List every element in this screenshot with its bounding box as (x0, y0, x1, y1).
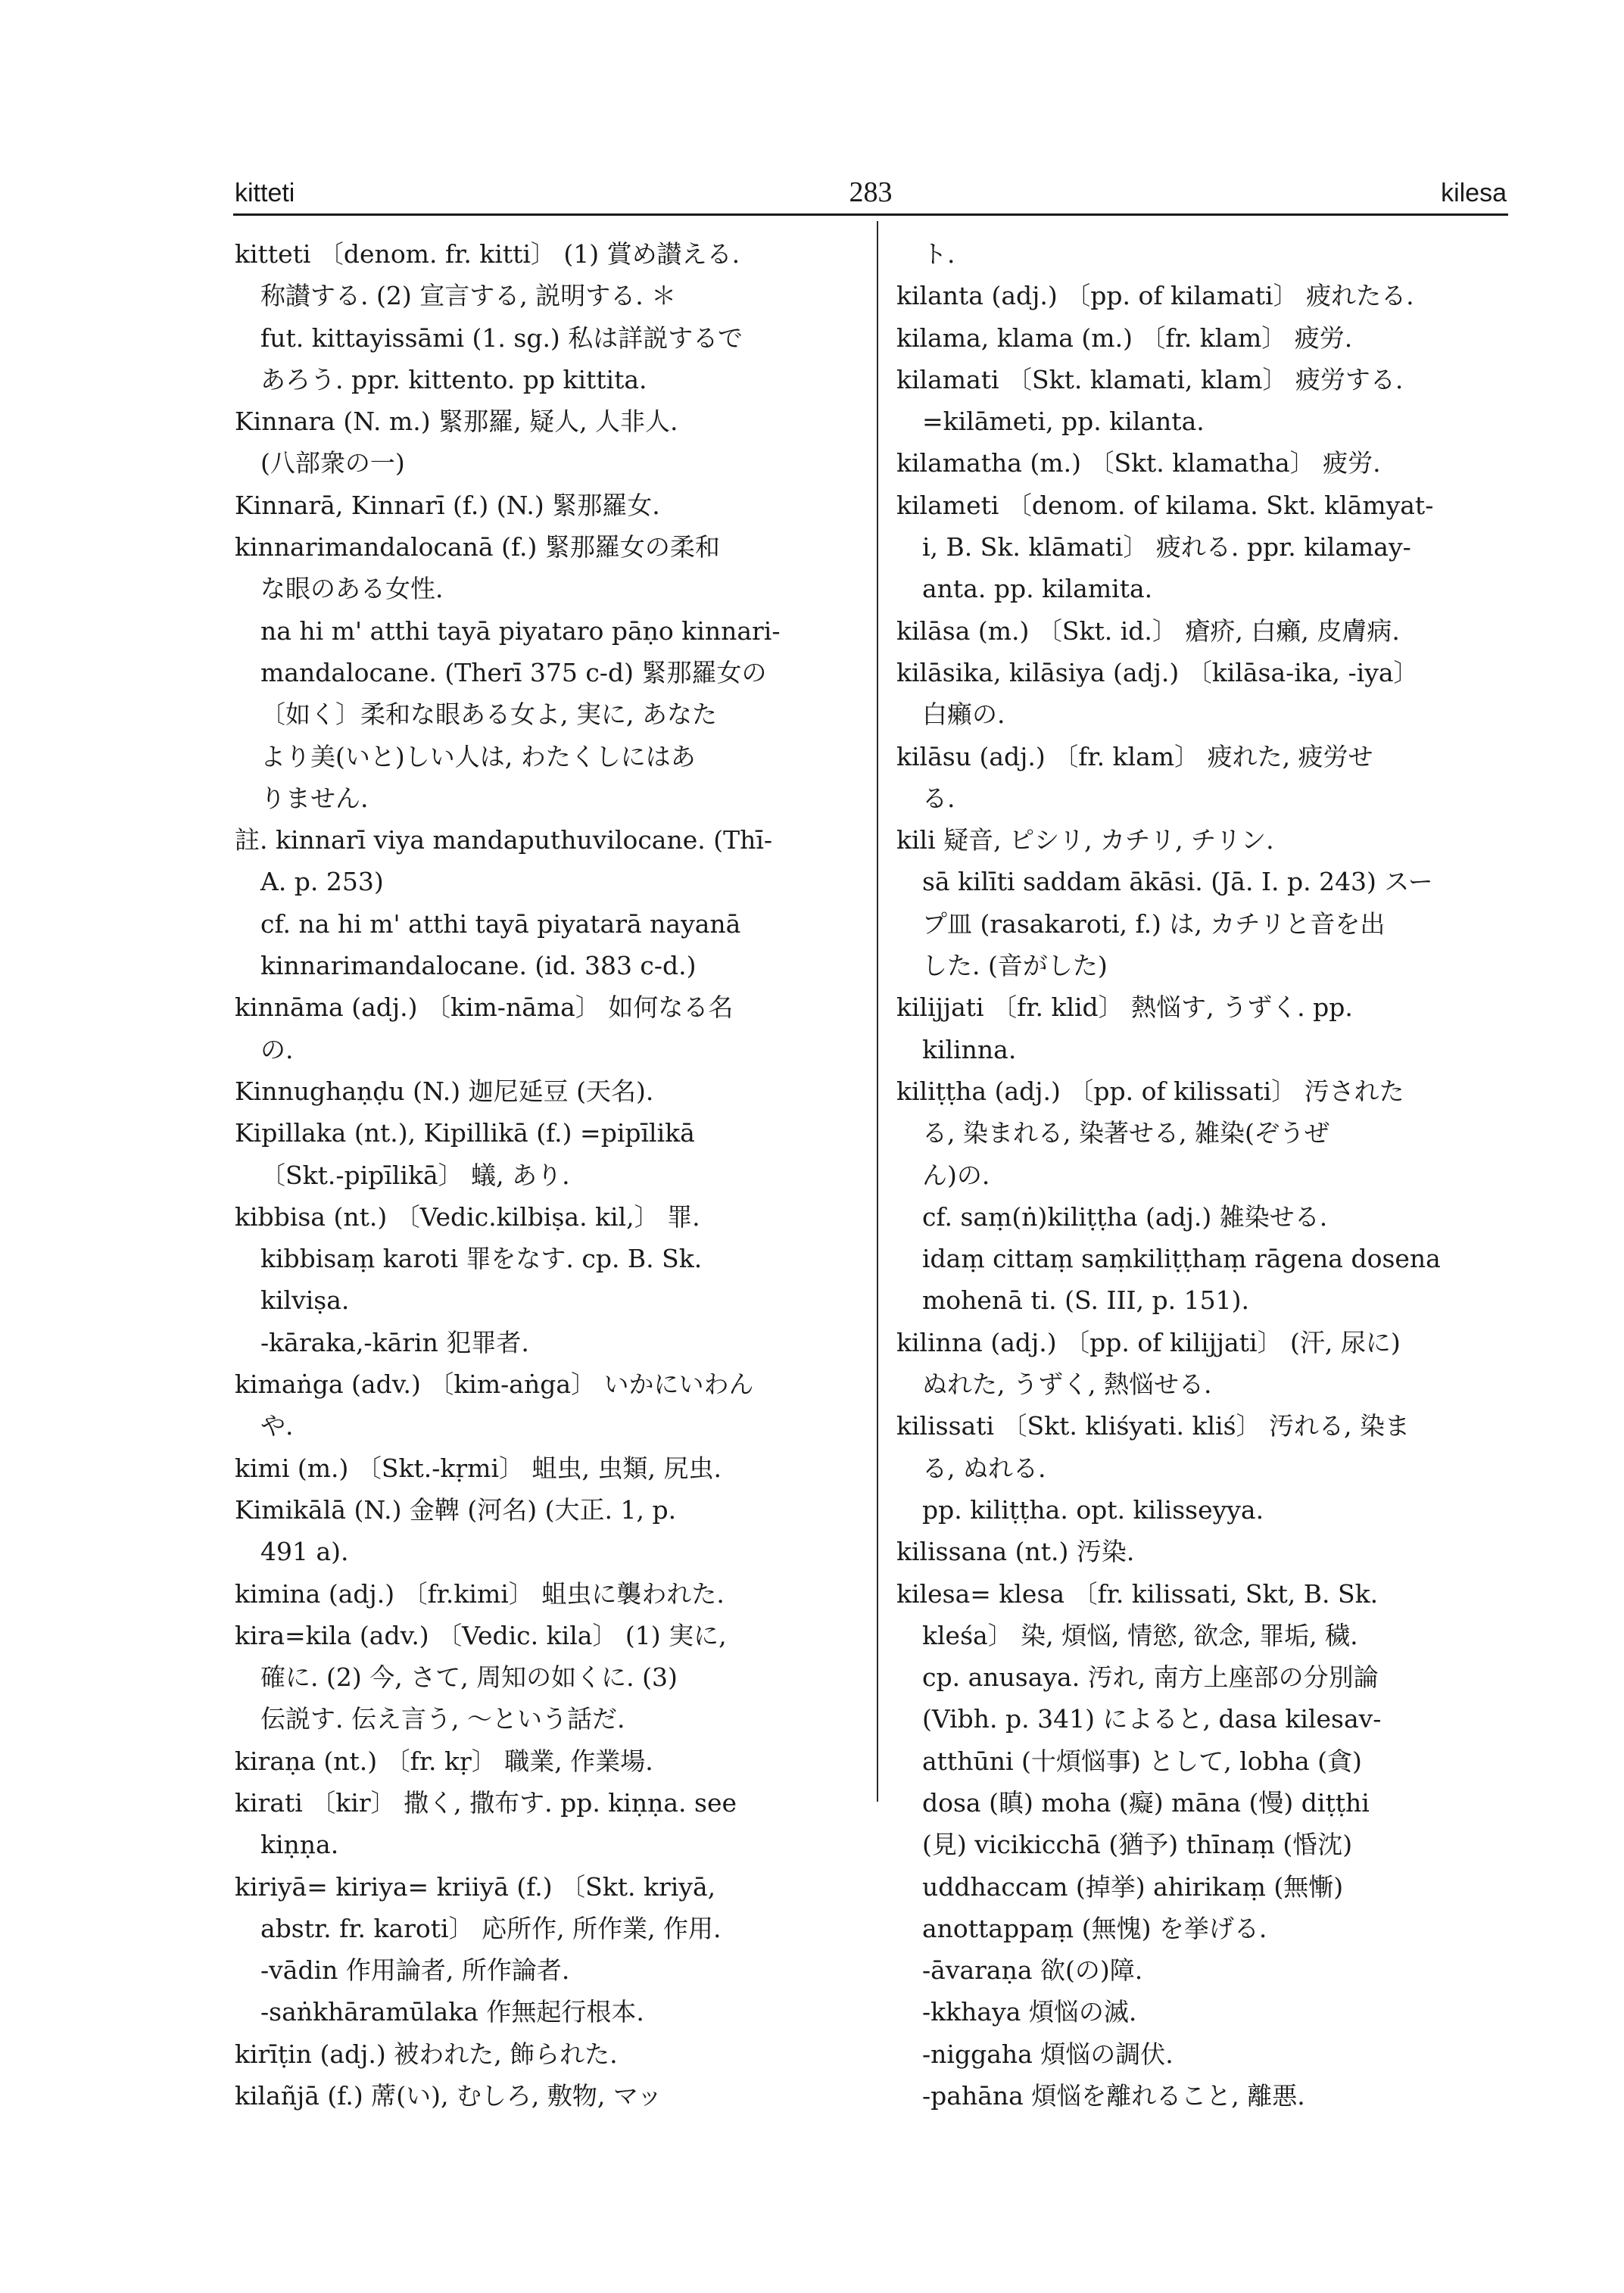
entry-continuation-line: i, B. Sk. klāmati〕 疲れる. ppr. kilamay- (922, 532, 1411, 562)
header-rule (233, 213, 1508, 216)
left-column (235, 233, 857, 2117)
entry-continuation-line: る, 染まれる, 染著せる, 雑染(ぞうぜ (922, 1118, 1329, 1148)
entry-continuation-line: mohenā ti. (S. III, p. 151). (922, 1285, 1249, 1316)
entry-line: kiliṭṭha (adj.) 〔pp. of kilissati〕 汚された (896, 1076, 1404, 1106)
entry-continuation-line: (見) vicikicchā (猶予) thīnaṃ (惛沈) (922, 1830, 1353, 1860)
entry-line: kilanta (adj.) 〔pp. of kilamati〕 疲れたる. (896, 281, 1414, 311)
entry-continuation-line: =kilāmeti, pp. kilanta. (922, 407, 1205, 437)
entry-continuation-line: 白癩の. (922, 699, 1005, 730)
entry-continuation-line: cf. na hi m' atthi tayā piyatarā nayanā (260, 908, 741, 939)
entry-line: kilāsu (adj.) 〔fr. klam〕 疲れた, 疲労せ (896, 741, 1373, 771)
entry-continuation-line: -niggaha 煩悩の調伏. (922, 2039, 1174, 2069)
entry-continuation-line: あろう. ppr. kittento. pp kittita. (260, 364, 647, 394)
entry-continuation-line: る. (922, 783, 955, 813)
entry-continuation-line: fut. kittayissāmi (1. sg.) 私は詳説するで (260, 322, 743, 353)
entry-continuation-line: の. (260, 1034, 294, 1064)
entry-line: kibbisa (nt.) 〔Vedic.kilbiṣa. kil,〕 罪. (235, 1201, 700, 1232)
entry-continuation-line: りません. (260, 783, 369, 813)
entry-line: Kinnughaṇḍu (N.) 迦尼延豆 (天名). (235, 1076, 654, 1106)
entry-line: kira=kila (adv.) 〔Vedic. kila〕 (1) 実に, (235, 1620, 727, 1650)
entry-line: kiriyā= kiriya= kriiyā (f.) 〔Skt. kriyā, (235, 1871, 716, 1902)
entry-continuation-line: -pahāna 煩悩を離れること, 離悪. (922, 2081, 1305, 2111)
entry-line: kilāsika, kilāsiya (adj.) 〔kilāsa-ika, -iya〕 (896, 657, 1419, 687)
right-running-headword: kilesa (1441, 179, 1507, 207)
entry-continuation-line: 〔如く〕柔和な眼ある女よ, 実に, あなた (260, 699, 717, 730)
entry-continuation-line: な眼のある女性. (260, 574, 444, 604)
page-number: 283 (849, 176, 893, 208)
entry-line: kilāsa (m.) 〔Skt. id.〕 瘡疥, 白癩, 皮膚病. (896, 615, 1400, 646)
entry-continuation-line: kinnarimandalocane. (id. 383 c-d.) (260, 951, 697, 981)
entry-line: kilissana (nt.) 汚染. (896, 1537, 1135, 1567)
entry-continuation-line: cp. anusaya. 汚れ, 南方上座部の分別論 (922, 1662, 1379, 1693)
entry-line: kitteti 〔denom. fr. kitti〕 (1) 賞め讃える. (235, 239, 740, 269)
entry-continuation-line: dosa (瞋) moha (癡) māna (慢) diṭṭhi (922, 1787, 1370, 1818)
entry-continuation-line: anottappaṃ (無愧) を挙げる. (922, 1913, 1267, 1943)
entry-line: kimi (m.) 〔Skt.-kṛmi〕 蛆虫, 虫類, 尻虫. (235, 1453, 722, 1483)
left-running-headword: kitteti (235, 179, 295, 207)
entry-continuation-line: kibbisaṃ karoti 罪をなす. cp. B. Sk. (260, 1244, 703, 1274)
entry-continuation-line: ぬれた, うずく, 熱悩せる. (922, 1369, 1212, 1400)
entry-line: Kimikālā (N.) 金鞞 (河名) (大正. 1, p. (235, 1494, 677, 1525)
entry-continuation-line: や. (260, 1411, 294, 1441)
entry-continuation-line: る, ぬれる. (922, 1453, 1046, 1483)
entry-continuation-line: -kāraka,-kārin 犯罪者. (260, 1327, 529, 1357)
entry-continuation-line: した. (音がした) (922, 951, 1108, 981)
page-header (235, 173, 1507, 215)
entry-line: kirīṭin (adj.) 被われた, 飾られた. (235, 2039, 618, 2069)
entry-line: kilamati 〔Skt. klamati, klam〕 疲労する. (896, 364, 1404, 394)
entry-line: 註. kinnarī viya mandaputhuvilocane. (Thī- (235, 825, 773, 855)
entry-continuation-line: 称讃する. (2) 宣言する, 説明する. ＊ (260, 281, 677, 311)
entry-continuation-line: mandalocane. (Therī 375 c-d) 緊那羅女の (260, 657, 767, 687)
entry-continuation-line: sā kilīti saddam ākāsi. (Jā. I. p. 243) スー (922, 867, 1433, 897)
entry-continuation-line: -āvaraṇa 欲(の)障. (922, 1955, 1143, 1986)
entry-continuation-line: kilviṣa. (260, 1285, 350, 1316)
entry-continuation-line: (Vibh. p. 341) によると, dasa kilesav- (922, 1704, 1382, 1734)
entry-continuation-line: プ皿 (rasakaroti, f.) は, カチリと音を出 (922, 908, 1386, 939)
right-column (896, 233, 1507, 2117)
entry-line: kilañjā (f.) 蓆(い), むしろ, 敷物, マッ (235, 2081, 662, 2111)
entry-continuation-line: cf. saṃ(ṅ)kiliṭṭha (adj.) 雑染せる. (922, 1201, 1328, 1232)
entry-continuation-line: -vādin 作用論者, 所作論者. (260, 1955, 570, 1986)
entry-continuation-line: anta. pp. kilamita. (922, 574, 1153, 604)
entry-continuation-line: idaṃ cittaṃ saṃkiliṭṭhaṃ rāgena dosena (922, 1244, 1441, 1274)
entry-continuation-line: ト. (922, 239, 955, 269)
entry-line: kinnāma (adj.) 〔kim-nāma〕 如何なる名 (235, 992, 734, 1023)
entry-continuation-line: kleśa〕 染, 煩悩, 情慾, 欲念, 罪垢, 穢. (922, 1620, 1358, 1650)
entry-continuation-line: atthūni (十煩悩事) として, lobha (貪) (922, 1746, 1362, 1776)
entry-continuation-line: uddhaccam (掉挙) ahirikaṃ (無慚) (922, 1871, 1344, 1902)
entry-continuation-line: A. p. 253) (260, 867, 384, 897)
entry-continuation-line: 〔Skt.-pipīlikā〕 蟻, あり. (260, 1160, 570, 1190)
entry-continuation-line: より美(いと)しい人は, わたくしにはあ (260, 741, 696, 771)
entry-continuation-line: -kkhaya 煩悩の滅. (922, 1997, 1137, 2027)
entry-continuation-line: pp. kiliṭṭha. opt. kilisseyya. (922, 1494, 1264, 1525)
entry-line: kilijjati 〔fr. klid〕 熱悩す, うずく. pp. (896, 992, 1353, 1023)
entry-line: Kinnara (N. m.) 緊那羅, 疑人, 人非人. (235, 407, 678, 437)
entry-continuation-line: na hi m' atthi tayā piyataro pāṇo kinnari- (260, 615, 781, 646)
entry-continuation-line: 491 a). (260, 1537, 349, 1567)
entry-line: kirati 〔kir〕 撒く, 撒布す. pp. kiṇṇa. see (235, 1787, 737, 1818)
entry-line: kimina (adj.) 〔fr.kimi〕 蛆虫に襲われた. (235, 1578, 725, 1609)
entry-continuation-line: kiṇṇa. (260, 1830, 339, 1860)
entry-line: kilama, klama (m.) 〔fr. klam〕 疲労. (896, 322, 1353, 353)
entry-line: kilameti 〔denom. of kilama. Skt. klāmyat- (896, 490, 1434, 520)
column-divider (877, 221, 878, 1802)
entry-line: kilinna (adj.) 〔pp. of kilijjati〕 (汗, 尿に) (896, 1327, 1401, 1357)
entry-continuation-line: kilinna. (922, 1034, 1017, 1064)
entry-continuation-line: 確に. (2) 今, さて, 周知の如くに. (3) (260, 1662, 678, 1693)
entry-continuation-line: 伝説す. 伝え言う, ～という話だ. (260, 1704, 625, 1734)
entry-line: kilesa= klesa 〔fr. kilissati, Skt, B. Sk. (896, 1578, 1379, 1609)
entry-line: kilamatha (m.) 〔Skt. klamatha〕 疲労. (896, 448, 1381, 478)
entry-continuation-line: abstr. fr. karoti〕 応所作, 所作業, 作用. (260, 1913, 722, 1943)
entry-line: Kinnarā, Kinnarī (f.) (N.) 緊那羅女. (235, 490, 660, 520)
entry-line: kili 疑音, ピシリ, カチリ, チリン. (896, 825, 1274, 855)
entry-continuation-line: ん)の. (922, 1160, 990, 1190)
entry-line: kimaṅga (adv.) 〔kim-aṅga〕 いかにいわん (235, 1369, 754, 1400)
entry-line: Kipillaka (nt.), Kipillikā (f.) =pipīlikā (235, 1118, 695, 1148)
entry-line: kiraṇa (nt.) 〔fr. kṛ〕 職業, 作業場. (235, 1746, 653, 1776)
entry-continuation-line: (八部衆の一) (260, 448, 405, 478)
entry-continuation-line: -saṅkhāramūlaka 作無起行根本. (260, 1997, 644, 2027)
entry-line: kinnarimandalocanā (f.) 緊那羅女の柔和 (235, 532, 720, 562)
entry-line: kilissati 〔Skt. kliśyati. kliś〕 汚れる, 染ま (896, 1411, 1410, 1441)
